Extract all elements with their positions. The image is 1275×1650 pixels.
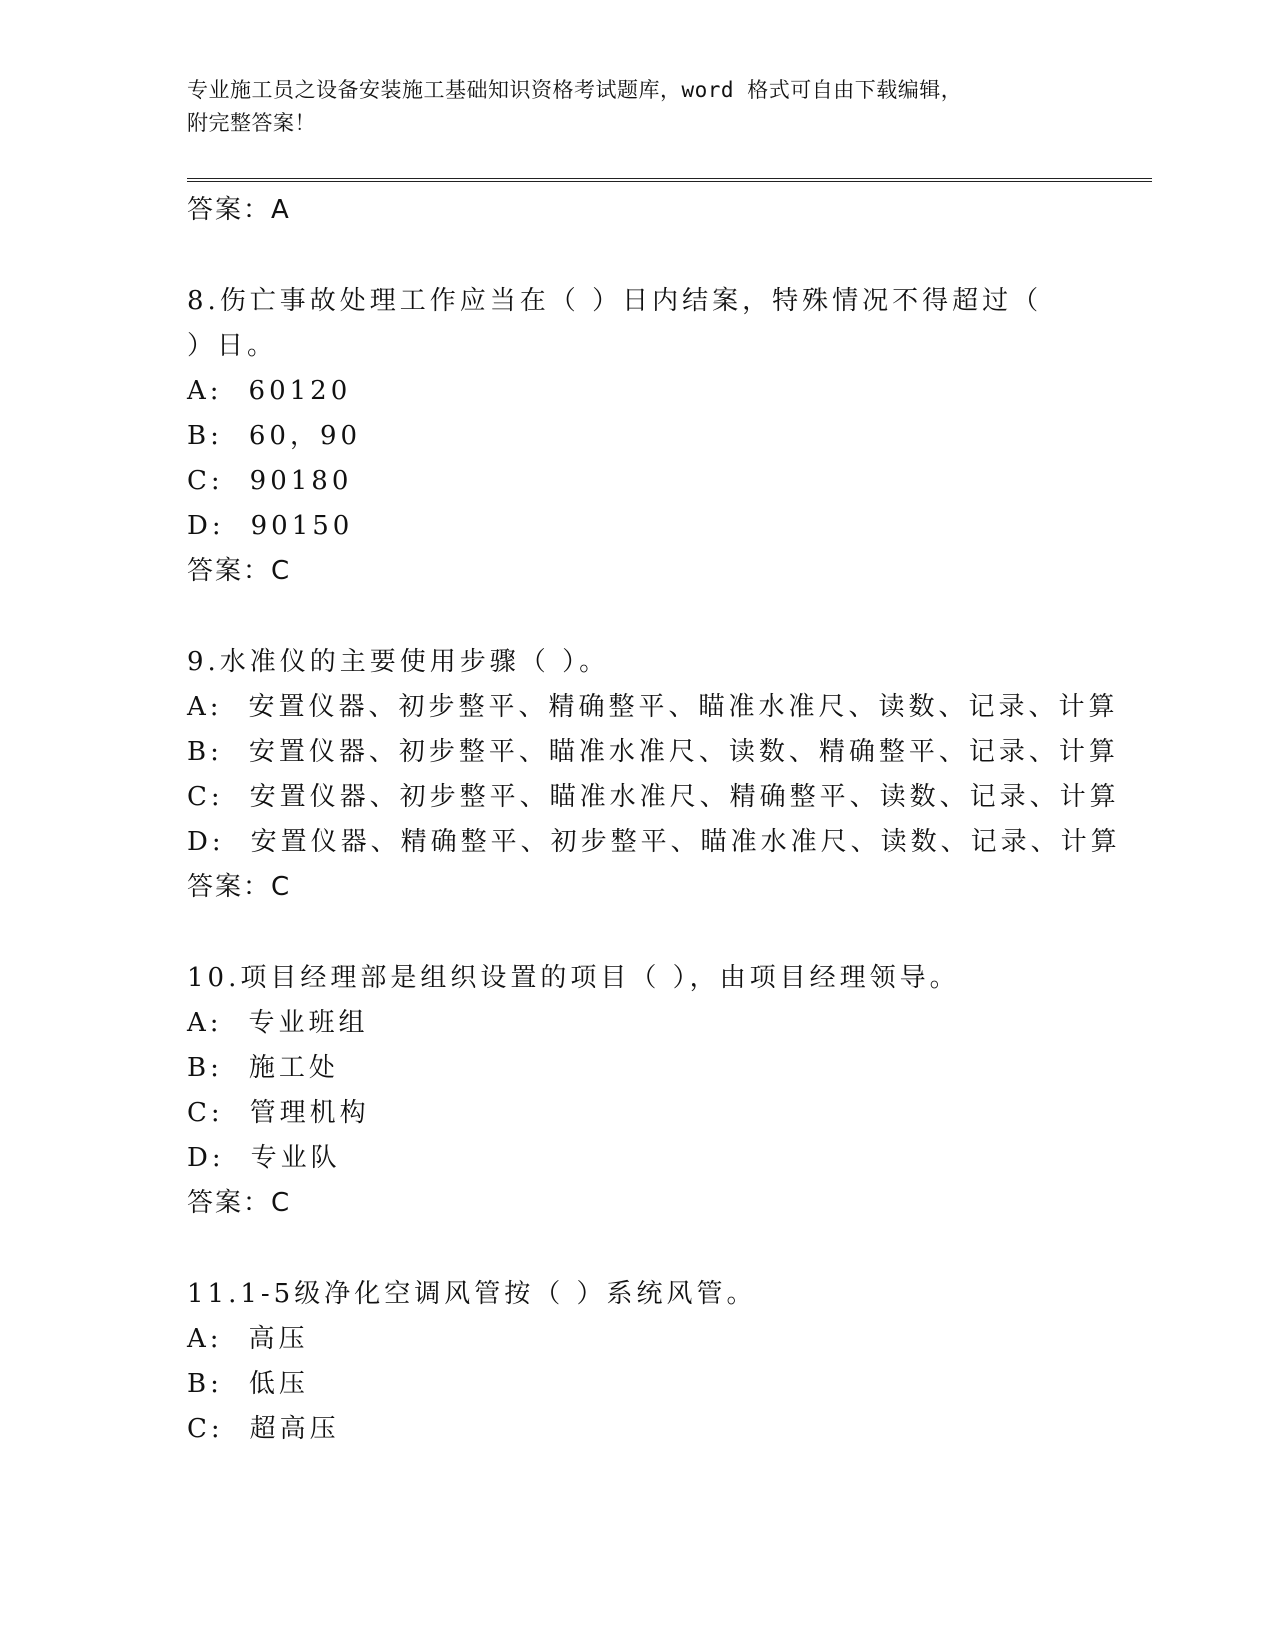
option-text: 90150	[250, 511, 354, 541]
question-text: 10.项目经理部是组织设置的项目（ ），由项目经理领导。	[187, 963, 960, 993]
question-block	[187, 956, 1127, 1226]
option-line	[187, 459, 1127, 504]
option-key: C:	[187, 466, 224, 496]
option-line	[187, 820, 1127, 865]
option-key: B:	[187, 421, 223, 451]
option-line	[187, 369, 1127, 414]
option-line	[187, 414, 1127, 459]
option-key: D:	[187, 827, 225, 857]
option-key: A:	[187, 1008, 223, 1038]
option-text: 安置仪器、初步整平、瞄准水准尺、读数、精确整平、记录、计算	[248, 737, 1119, 767]
option-key: A:	[187, 1324, 223, 1354]
header-line-1: 专业施工员之设备安装施工基础知识资格考试题库，word 格式可自由下载编辑，	[187, 78, 963, 102]
question-text: 8.伤亡事故处理工作应当在（ ）日内结案，特殊情况不得超过（ ）日。	[187, 286, 1043, 361]
option-text: 安置仪器、初步整平、瞄准水准尺、精确整平、读数、记录、计算	[249, 782, 1120, 812]
spacer	[187, 233, 1127, 279]
option-key: C:	[187, 782, 224, 812]
option-text: 低压	[248, 1369, 309, 1399]
option-line	[187, 504, 1127, 549]
answer-line: 答案：C	[187, 1188, 292, 1218]
question-block	[187, 279, 1127, 594]
spacer	[187, 1226, 1127, 1272]
answer-line: 答案：C	[187, 872, 292, 902]
option-line	[187, 1362, 1127, 1407]
header-divider	[187, 178, 1152, 182]
option-line	[187, 775, 1127, 820]
option-key: B:	[187, 737, 223, 767]
option-key: C:	[187, 1098, 224, 1128]
question-block	[187, 640, 1127, 910]
option-key: D:	[187, 1143, 225, 1173]
option-key: B:	[187, 1053, 223, 1083]
option-text: 高压	[248, 1324, 309, 1354]
option-line	[187, 685, 1127, 730]
option-text: 施工处	[248, 1053, 339, 1083]
spacer	[187, 910, 1127, 956]
header-line-2: 附完整答案！	[187, 111, 316, 135]
option-text: 超高压	[249, 1414, 340, 1444]
option-key: D:	[187, 511, 225, 541]
option-text: 安置仪器、初步整平、精确整平、瞄准水准尺、读数、记录、计算	[248, 692, 1119, 722]
option-line	[187, 730, 1127, 775]
option-text: 管理机构	[249, 1098, 370, 1128]
question-text: 9.水准仪的主要使用步骤（ ）。	[187, 647, 610, 677]
option-text: 60，90	[248, 421, 362, 451]
question-list	[187, 188, 1127, 1452]
option-key: B:	[187, 1369, 223, 1399]
option-line	[187, 1091, 1127, 1136]
answer-line: 答案：C	[187, 556, 292, 586]
option-line	[187, 1046, 1127, 1091]
option-key: A:	[187, 376, 223, 406]
question-block	[187, 1272, 1127, 1452]
option-text: 安置仪器、精确整平、初步整平、瞄准水准尺、读数、记录、计算	[250, 827, 1121, 857]
question-text: 11.1-5级净化空调风管按（ ）系统风管。	[187, 1279, 757, 1309]
option-text: 90180	[249, 466, 353, 496]
option-text: 专业队	[250, 1143, 341, 1173]
option-key: A:	[187, 692, 223, 722]
option-text: 60120	[248, 376, 352, 406]
spacer	[187, 594, 1127, 640]
option-line	[187, 1001, 1127, 1046]
option-line	[187, 1136, 1127, 1181]
option-key: C:	[187, 1414, 224, 1444]
option-text: 专业班组	[248, 1008, 369, 1038]
document-header	[187, 74, 1087, 140]
option-line	[187, 1407, 1127, 1452]
option-line	[187, 1317, 1127, 1362]
answer-line: 答案：A	[187, 195, 291, 225]
